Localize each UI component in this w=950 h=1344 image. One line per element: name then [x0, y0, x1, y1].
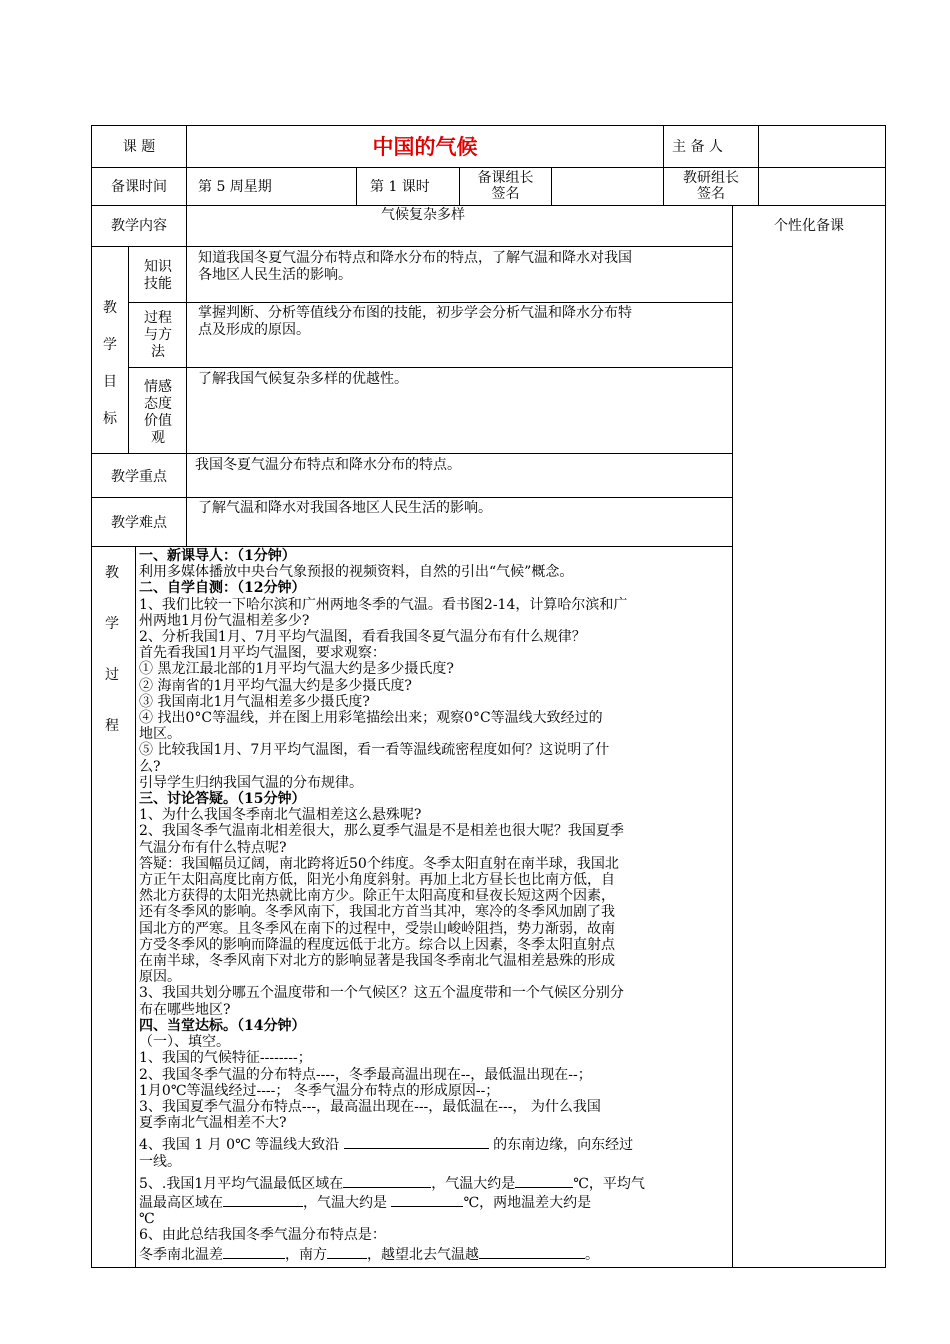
goals-label: 教 学 目 标 — [103, 300, 117, 427]
knowledge-text: 知道我国冬夏气温分布特点和降水分布的特点，了解气温和降水对我国 各地区人民生活的影响。 — [198, 250, 632, 283]
key-points-text: 我国冬夏气温分布特点和降水分布的特点。 — [195, 457, 461, 473]
period-field: 第 1 课时 — [370, 179, 430, 195]
process-body: 一、新课导人：（1分钟） 利用多媒体播放中央台气象预报的视频资料，自然的引出“气候”概念。 二、自学自测：（12分钟） 1、我们比较一下哈尔滨和广州两地冬季的气温。看书图2-14，计算哈尔滨和广 州两地1月份气温相差多少? 2、分析我国1月、7月平均气温图，看看我国冬夏气温分布有什么规律？ 首先看我国1月平均气温图，要求观察： ① 黑龙江最北部的1月平均气温大约是多少摄氏度? ② 海南省的1月平均气温大约是多少摄氏度? ③ 我国南北1月气温相差多少摄氏度? ④ 找出0°C等温线，并在图上用彩笔描绘出来；观察0°C等温线大致经过的 地区。 ⑤ 比较我国1月、7月平均气温图，看一看等温线疏密程度如何？这说明了什 么? 引导学生归纳我国气温的分布规律。 三、讨论答疑。（15分钟） 1、为什么我国冬季南北气温相差这么悬殊呢? 2、我国冬季气温南北相差很大，那么夏季气温是不是相差也很大呢？我国夏季 气温分布有什么特点呢? 答疑：我国幅员辽阔，南北跨将近50个纬度。冬季太阳直射在南半球，我国北 方正午太阳高度比南方低，阳光小角度斜射。再加上北方昼长也比南方低，自 然北方获得的太阳光热就比南方少。除正午太阳高度和昼夜长短这两个因素， 还有冬季风的影响。冬季风南下，我国北方首当其冲，寒冷的冬季风加剧了我 国北方的严寒。且冬季风在南下的过程中，受崇山峻岭阻挡，势力渐弱，故南 方受冬季风的影响而降温的程度远低于北方。综合以上因素，冬季太阳直射点 在南半球，冬季风南下对北方的影响显著是我国冬季南北气温相差悬殊的形成 原因。 3、我国共划分哪五个温度带和一个气候区？这五个温度带和一个气候区分别分 布在哪些地区? 四、当堂达标。（14分钟） （一）、填空。 1、我国的气候特征--------； 2、我国冬季气温的分布特点----，冬季最高温出现在--，最低温出现在--； 1月0℃等温线经过----； 冬季气温分布特点的形成原因--； 3、我国夏季气温分布特点---，最高温出现在---，最低温在---， 为什么我国 夏季南北气温相差不大? 4、我国 1 月 0℃ 等温线大致沿 的东南边缘，向东经过 一线。 5、.我国1月平均气温最低区域在 ，气温大约是 ℃，平均气 温最高区域在 ，气温大约是 ℃，两地温差大约是 ℃ 6、由此总结我国冬季气温分布特点是： 冬季南北温差 ，南方 ，越望北去气温越 。 — [139, 548, 729, 1263]
blank-6a[interactable] — [223, 1244, 285, 1259]
blank-6c[interactable] — [479, 1244, 585, 1259]
knowledge-label: 知识 技能 — [144, 259, 172, 292]
section-4-title: 四、当堂达标。（14分钟） — [139, 1017, 306, 1034]
blank-6b[interactable] — [327, 1244, 367, 1259]
group-leader-label: 备课组长 签名 — [477, 170, 534, 202]
content-label: 教学内容 — [111, 218, 167, 234]
process-label: 教 学 过 程 — [105, 565, 119, 734]
blank-5c[interactable] — [223, 1192, 303, 1207]
section-1-title: 一、新课导人：（1分钟） — [139, 548, 296, 564]
page-title: 中国的气候 — [372, 135, 478, 159]
section-1-text: 利用多媒体播放中央台气象预报的视频资料，自然的引出“气候”概念。 — [139, 564, 574, 581]
research-leader-label: 教研组长 签名 — [683, 170, 739, 202]
personal-prep-label: 个性化备课 — [774, 218, 844, 234]
difficulties-text: 了解气温和降水对我国各地区人民生活的影响。 — [198, 500, 492, 516]
blank-5d[interactable] — [391, 1192, 463, 1207]
emotion-text: 了解我国气候复杂多样的优越性。 — [198, 371, 408, 387]
section-2-title: 二、自学自测：（12分钟） — [139, 580, 306, 597]
topic-label: 课 题 — [122, 139, 156, 155]
blank-4a[interactable] — [344, 1134, 489, 1149]
emotion-label: 情感 态度 价值 观 — [144, 379, 172, 446]
blank-5b[interactable] — [515, 1173, 573, 1188]
key-points-label: 教学重点 — [111, 469, 167, 485]
content-value: 气候复杂多样 — [381, 207, 465, 223]
process-method-label: 过程 与方 法 — [144, 310, 172, 360]
prep-time-label: 备课时间 — [111, 179, 167, 195]
preparer-label: 主 备 人 — [672, 139, 723, 155]
process-method-text: 掌握判断、分析等值线分布图的技能，初步学会分析气温和降水分布特 点及形成的原因。 — [198, 305, 632, 338]
difficulties-label: 教学难点 — [111, 515, 167, 531]
blank-5a[interactable] — [343, 1173, 431, 1188]
week-field: 第 5 周星期 — [198, 179, 272, 195]
section-3-title: 三、讨论答疑。（15分钟） — [139, 791, 306, 808]
